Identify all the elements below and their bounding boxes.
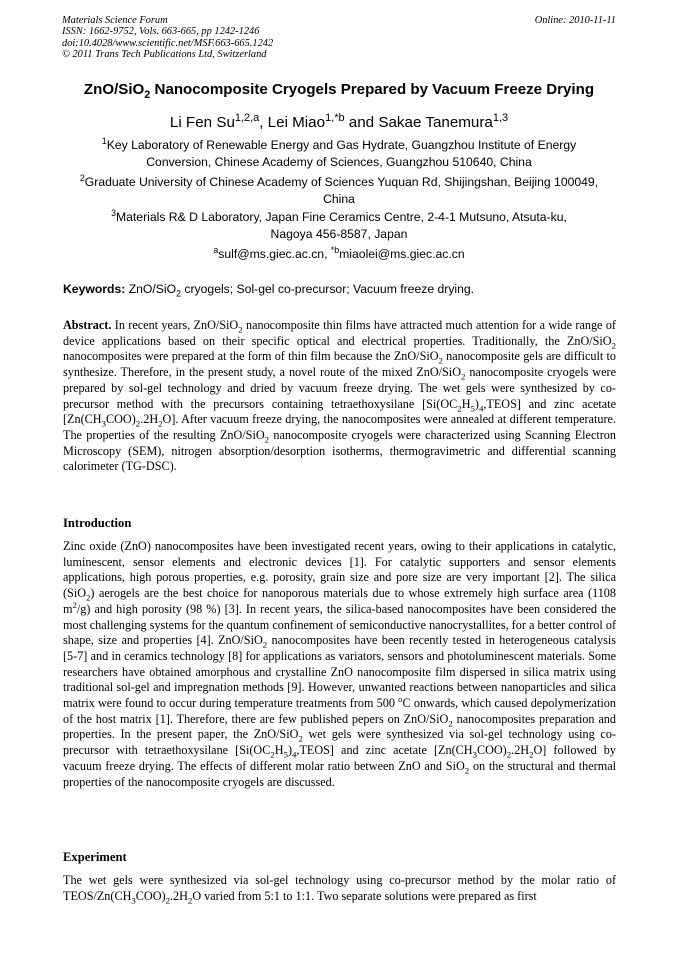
keywords: Keywords: ZnO/SiO$_2$ cryogels; Sol-gel co-precursor; Vacuum freeze drying. <box>63 282 475 299</box>
affiliation-3: $^3$Materials R& D Laboratory, Japan Fine Ceramics Centre, 2-4-1 Mutsuno, Atsuta-ku, Nagoya 456-8587, Japan <box>111 207 567 241</box>
affiliation-2: $^2$Graduate University of Chinese Academy of Sciences Yuquan Rd, Shijingshan, Beijing 100049, China <box>79 172 599 206</box>
abstract-label: Abstract. <box>63 318 112 332</box>
header-metadata <box>62 15 616 61</box>
introduction-paragraph: Zinc oxide (ZnO) nanocomposites have been investigated recent years, owing to their applications in catalytic, luminescent, sensor elements and electronic devices [1]. For catalytic supporters and sensor elements applications, high porous properties, e.g. porosity, grain size and pore size are very important [2]. The silica (SiO$_2$) aerogels are the best choice for nanoporous materials due to whose extremely high surface area (1108 $m^2/g$) and high porosity (98 %) [3]. In recent years, the silica-based nanocomposites have been considered the most challenging systems for the quantum confinement of semiconductive nanocrystallites, for a better control of shape, size and properties [4]. ZnO/SiO$_2$ nanocomposites have been recently tested in heterogeneous catalysis [5-7] and in ceramics technology [8] for applications as variators, sensors and photoluminescent materials. Some researchers have obtained amorphous and crystalline ZnO nanocomposite film dispersed in silica matrix using traditional sol-gel and impregnation methods [9]. However, unwanted reactions between nanoparticles and silica matrix were found to occur during temperature treatments from 500 $^o$C onwards, which caused depolymerization of the host matrix [1]. Therefore, there are few published pepers on ZnO/SiO$_2$ nanocomposites preparation and properties. In the present paper, the ZnO/SiO$_2$ wet gels were synthesized via sol-gel technology using co-precursor with tetraethoxysilane $[Si(OC_2H_5)_4,TEOS]$ and zinc acetate $[Zn(CH_3COO)_2.2H_2O]$ followed by vacuum freeze drying. The effects of different molar ratio between ZnO and SiO$_2$ on the structural and thermal properties of the nanocomposite cryogels are discussed. <box>63 539 617 789</box>
email-line: $^a$sulf@ms.giec.ac.cn, $^{*b}$miaolei@ms.giec.ac.cn <box>213 244 465 261</box>
abstract: Abstract. In recent years, ZnO/SiO$_2$ nanocomposite thin films have attracted much attention for a wide range of device applications based on their specific optical and electrical properties. Traditionally, the ZnO/SiO$_2$ nanocomposites were prepared at the form of thin film because the ZnO/SiO$_2$ nanocomposite gels are difficult to synthesize. Therefore, in the present study, a novel route of the mixed ZnO/SiO$_2$ nanocomposite cryogels were prepared by sol-gel technology and dried by vacuum freeze drying. The wet gels were synthesized by co-precursor method with the precursors containing tetraethoxysilane $[Si(OC_2H_5)_4,TEOS]$ and zinc acetate $[Zn(CH_3COO)_2.2H_2O]$. After vacuum freeze drying, the nanocomposites were annealed at different temperature. The properties of the resulting ZnO/SiO$_2$ nanocomposite cryogels were characterized using Scanning Electron Microscopy (SEM), nitrogen absorption/desorption isotherms, thermogravimetric and differential scanning calorimeter (TG-DSC). <box>63 318 616 474</box>
email-b-link[interactable]: miaolei@ms.giec.ac.cn <box>339 247 465 261</box>
experiment-paragraph: The wet gels were synthesized via sol-gel technology using co-precursor method by the molar ratio of TEOS/$Zn(CH_3COO)_2.2H_2O$ varied from 5:1 to 1:1. Two separate solutions were prepared as first <box>63 873 616 906</box>
copyright-line: © 2011 Trans Tech Publications Ltd, Switzerland <box>62 49 267 61</box>
paper-title: ZnO/SiO$_2$ Nanocomposite Cryogels Prepared by Vacuum Freeze Drying <box>83 81 595 102</box>
email-a-link[interactable]: sulf@ms.giec.ac.cn, <box>218 247 331 261</box>
journal-name: Materials Science Forum <box>62 15 168 26</box>
affiliation-1: $^1$Key Laboratory of Renewable Energy and Gas Hydrate, Guangzhou Institute of Energy Conversion, Chinese Academy of Sciences, Guangzhou 510640, China <box>101 135 577 169</box>
introduction-heading: Introduction <box>63 516 132 530</box>
author-list: Li Fen Su$^{1,2,a}$, Lei Miao$^{1,*b}$ and Sakae Tanemura$^{1,3}$ <box>169 111 509 131</box>
doi-line[interactable]: doi:10.4028/www.scientific.net/MSF.663-665.1242 <box>62 37 274 49</box>
experiment-heading: Experiment <box>63 850 127 864</box>
issn-line: ISSN: 1662-9752, Vols. 663-665, pp 1242-1246 <box>62 26 260 38</box>
online-date: Online: 2010-11-11 <box>534 15 616 26</box>
